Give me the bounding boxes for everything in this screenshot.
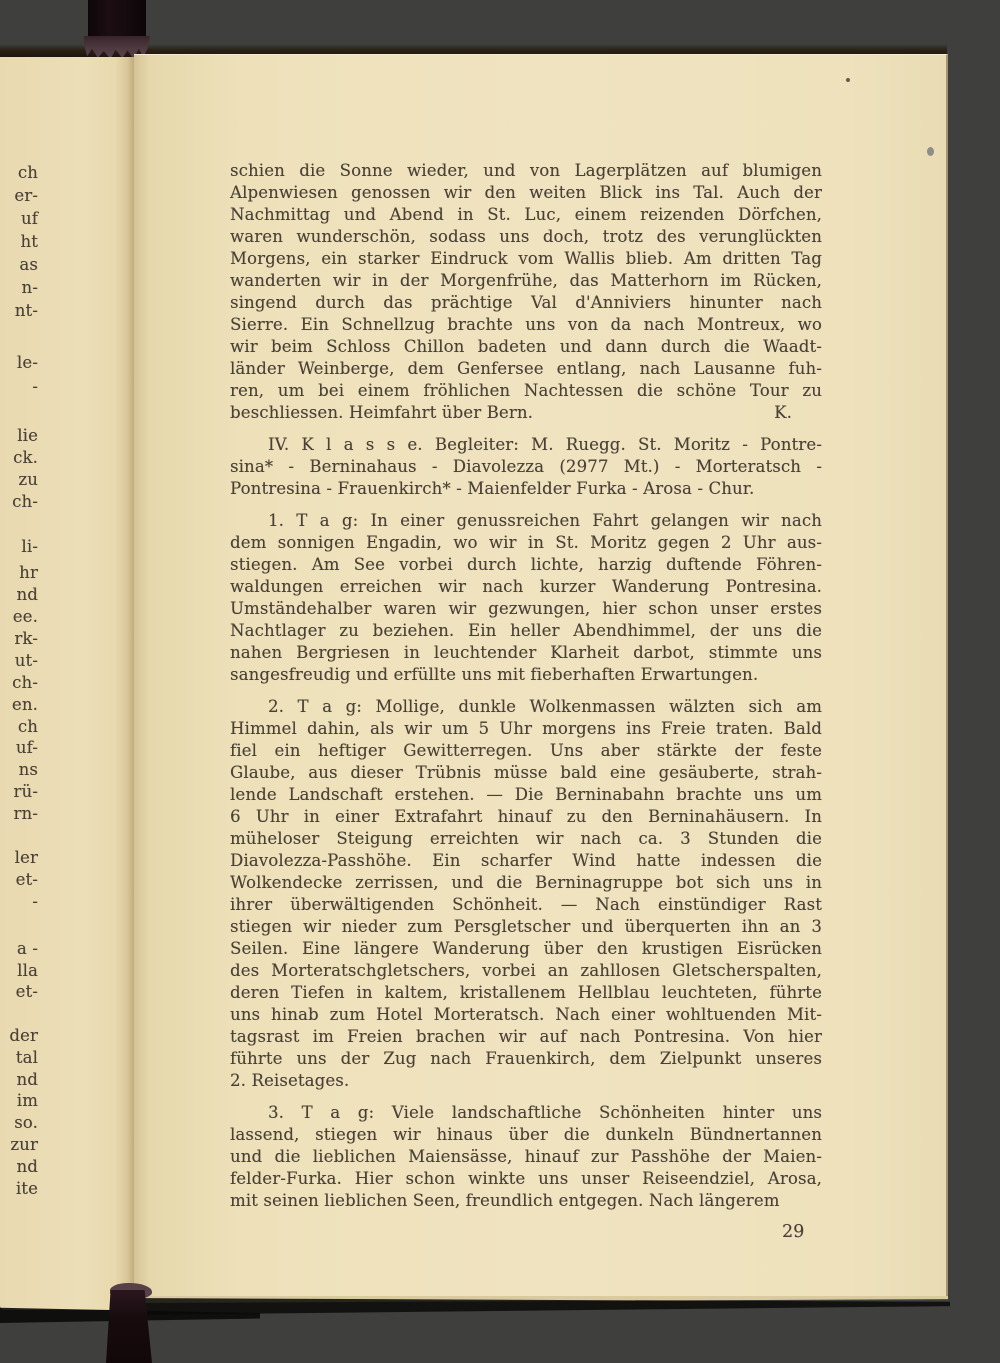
text-fragment: im (16, 1091, 38, 1110)
text-fragment: ee. (12, 607, 38, 626)
text-fragment: so. (14, 1113, 38, 1132)
text-fragment: nd (16, 585, 38, 604)
text-line: 1. T a g: In einer genussreichen Fahrt gelangen wir nach (268, 511, 822, 530)
text-fragment: lla (17, 961, 38, 980)
bookmark-ribbon-bottom (106, 1290, 152, 1363)
text-fragment: nd (16, 1070, 38, 1089)
text-fragment: ut- (14, 651, 38, 670)
text-line: Himmel dahin, als wir um 5 Uhr morgens ins Freie traten. Bald (230, 719, 822, 738)
text-line: deren Tiefen in kaltem, kristallenem Hellblau leuchteten, führte (230, 983, 822, 1002)
signature-initial: K. (774, 403, 792, 422)
text-fragment: le- (16, 353, 38, 372)
text-line: 3. T a g: Viele landschaftliche Schönheiten hinter uns (268, 1103, 822, 1122)
paper-speck-small (846, 78, 850, 82)
text-line: Umständehalber waren wir gezwungen, hier schon unser erstes (230, 599, 822, 618)
text-fragment: ch- (12, 673, 38, 692)
text-fragment: ck. (13, 448, 38, 467)
text-fragment: er- (14, 186, 38, 205)
text-fragment: ns (18, 760, 38, 779)
text-fragment: et- (15, 982, 38, 1001)
text-line: schien die Sonne wieder, und von Lagerplätzen auf blumigen (230, 161, 822, 180)
text-fragment: as (19, 255, 38, 274)
text-fragment: rü- (13, 782, 38, 801)
text-fragment: ch (17, 163, 38, 182)
text-fragment: et- (15, 870, 38, 889)
bookmark-ribbon-top (88, 0, 146, 41)
text-line: 2. T a g: Mollige, dunkle Wolkenmassen wälzten sich am (268, 697, 822, 716)
text-fragment: nd (16, 1157, 38, 1176)
paragraph (230, 510, 822, 686)
text-fragment: tal (15, 1048, 38, 1067)
text-fragment: en. (11, 695, 38, 714)
paper-speck-large (927, 147, 934, 156)
text-line: Morgens, ein starker Eindruck vom Wallis blieb. Am dritten Tag (230, 249, 822, 268)
text-line: Seilen. Eine längere Wanderung über den krustigen Eisrücken (230, 939, 822, 958)
text-fragment: uf (20, 209, 38, 228)
text-fragment: ch (17, 717, 38, 736)
text-line: 2. Reisetages. (230, 1071, 350, 1090)
text-fragment: ht (20, 232, 38, 251)
text-line: führte uns der Zug nach Frauenkirch, dem Zielpunkt unseres (230, 1049, 822, 1068)
text-line: Diavolezza-Passhöhe. Ein scharfer Wind hatte indessen die (230, 851, 822, 870)
text-line: Sierre. Ein Schnellzug brachte uns von da nach Montreux, wo (230, 315, 822, 334)
text-fragment: - (32, 377, 38, 396)
text-line: singend durch das prächtige Val d'Anniviers hinunter nach (230, 293, 822, 312)
text-line: ihrer überwältigenden Schönheit. — Nach einstündiger Rast (230, 895, 822, 914)
paragraph (230, 1102, 822, 1212)
text-fragment: n- (21, 278, 38, 297)
text-fragment: ch- (12, 492, 38, 511)
text-line: uns hinab zum Hotel Morteratsch. Nach einer wohltuenden Mit- (230, 1005, 822, 1024)
page-number: 29 (782, 1222, 805, 1242)
text-fragment: lie (17, 426, 38, 445)
paragraph (230, 160, 822, 424)
text-fragment: ite (15, 1179, 38, 1198)
text-fragment: hr (19, 563, 38, 582)
text-fragment: rk- (14, 629, 38, 648)
paragraph (230, 434, 822, 500)
text-line: stiegen. Am See vorbei durch lichte, harzig duftende Föhren- (230, 555, 822, 574)
text-line: sangesfreudig und erfüllte uns mit fieberhaften Erwartungen. (230, 665, 759, 684)
text-line: länder Weinberge, dem Genfersee entlang, nach Lausanne fuh- (230, 359, 822, 378)
text-fragment: - (32, 892, 38, 911)
text-line: 6 Uhr in einer Extrafahrt hinauf zu den Berninahäusern. In (230, 807, 822, 826)
text-line: des Morteratschgletschers, vorbei an zahllosen Gletscherspalten, (230, 961, 822, 980)
text-line: K. beschliessen. Heimfahrt über Bern. (230, 403, 792, 422)
text-line: Nachtlager zu beziehen. Ein heller Abendhimmel, der uns die (230, 621, 822, 640)
text-line: Pontresina - Frauenkirch* - Maienfelder Furka - Arosa - Chur. (230, 479, 755, 498)
text-line: nahen Bergriesen in leuchtender Klarheit darbot, stimmte uns (230, 643, 822, 662)
text-fragment: ler (14, 848, 38, 867)
text-line: lassend, stiegen wir hinaus über die dunkeln Bündnertannen (230, 1125, 822, 1144)
text-fragment: der (9, 1026, 38, 1045)
text-line: Glaube, aus dieser Trübnis müsse bald eine gesäuberte, strah- (230, 763, 822, 782)
text-fragment: zur (10, 1135, 38, 1154)
text-fragment: a - (16, 939, 38, 958)
text-line: ren, um bei einem fröhlichen Nachtessen die schöne Tour zu (230, 381, 822, 400)
text-line: IV. K l a s s e. Begleiter: M. Ruegg. St. Moritz - Pontre- (268, 435, 822, 454)
page-text (230, 160, 822, 1222)
text-line: dem sonnigen Engadin, wo wir in St. Moritz gegen 2 Uhr aus- (230, 533, 822, 552)
text-line: stiegen wir nieder zum Persgletscher und überquerten ihn an 3 (230, 917, 822, 936)
paragraph (230, 696, 822, 1092)
text-line: und die lieblichen Maiensässe, hinauf zur Passhöhe der Maien- (230, 1147, 822, 1166)
text-line: waldungen erreichen wir nach kurzer Wanderung Pontresina. (230, 577, 822, 596)
text-line: Alpenwiesen genossen wir den weiten Blick ins Tal. Auch der (230, 183, 822, 202)
text-fragment: nt- (14, 301, 38, 320)
text-line: tagsrast im Freien brachen wir auf nach Pontresina. Von hier (230, 1027, 822, 1046)
adjacent-page-fragments (0, 0, 40, 1363)
text-fragment: uf- (15, 738, 38, 757)
page-bottom-shadow (126, 1298, 950, 1315)
text-line: wanderten wir in der Morgenfrühe, das Matterhorn im Rücken, (230, 271, 822, 290)
text-fragment: rn- (13, 804, 38, 823)
text-fragment: zu (18, 470, 38, 489)
text-fragment: li- (21, 537, 38, 556)
text-line: felder-Furka. Hier schon winkte uns unser Reiseendziel, Arosa, (230, 1169, 822, 1188)
text-line: müheloser Steigung erreichten wir nach ca. 3 Stunden die (230, 829, 822, 848)
text-line: waren wunderschön, sodass uns doch, trotz des verunglückten (230, 227, 822, 246)
text-line: sina* - Berninahaus - Diavolezza (2977 Mt.) - Morteratsch - (230, 457, 822, 476)
text-line: Nachmittag und Abend in St. Luc, einem reizenden Dörfchen, (230, 205, 822, 224)
text-line: Wolkendecke zerrissen, und die Berninagruppe bot sich uns in (230, 873, 822, 892)
text-line: wir beim Schloss Chillon badeten und dann durch die Waadt- (230, 337, 822, 356)
text-line: mit seinen lieblichen Seen, freundlich entgegen. Nach längerem (230, 1191, 780, 1210)
text-line: fiel ein heftiger Gewitterregen. Uns aber stärkte der feste (230, 741, 822, 760)
text-line: lende Landschaft erstehen. — Die Berninabahn brachte uns um (230, 785, 822, 804)
